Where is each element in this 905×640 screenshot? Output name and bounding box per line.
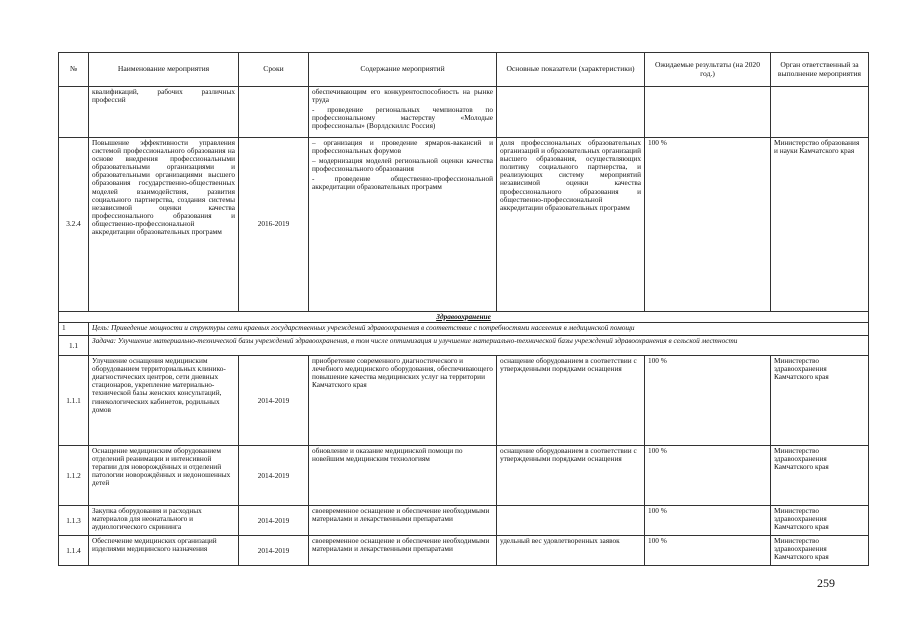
- cell-term: 2014-2019: [239, 536, 309, 566]
- cell-indicators: оснащение оборудованием в соответствии с утвержденными порядками оснащения: [497, 356, 645, 446]
- table-row: [59, 506, 869, 536]
- cell-name: Повышение эффективности управления системой профессионального образования на основе внедрения профессиональными образовательными организациями и образовательными организациями высшего образования государственно-общественных моделей взаимодействия, развития социального партнерства, создания системы независимой оценки качества профессионального образования и общественно-профессиональной аккредитации образовательных программ: [89, 138, 239, 312]
- section-title: Здравоохранение: [59, 312, 869, 323]
- cell-indicators: [497, 506, 645, 536]
- cell-num: 1.1.3: [59, 506, 89, 536]
- header-row: [59, 53, 869, 87]
- table-row: [59, 87, 869, 138]
- table-row: [59, 356, 869, 446]
- cell-name: Закупка оборудования и расходных материалов для неонатального и аудиологического скрининга: [89, 506, 239, 536]
- goal-num: 1: [59, 323, 89, 336]
- cell-indicators: доля профессиональных образовательных организаций и образовательных организаций высшего образования, осуществляющих политику социального партнерства, и реализующих систему мероприятий независимой оценки качества профессионального образования и общественно-профессиональной аккредитации образовательных программ: [497, 138, 645, 312]
- cell-indicators: [497, 87, 645, 138]
- cell-results: [645, 87, 771, 138]
- cell-agency: Министерство здравоохранения Камчатского края: [771, 356, 869, 446]
- header-num: №: [59, 53, 89, 87]
- header-agency: Орган ответственный за выполнение мероприятия: [771, 53, 869, 87]
- cell-agency: Министерство образования и науки Камчатского края: [771, 138, 869, 312]
- cell-results: 100 %: [645, 446, 771, 506]
- cell-name: Улучшение оснащения медицинским оборудованием территориальных клинико-диагностических центров, сети дневных стационаров, укрепление материально-технической базы женских консультаций, гинекологических кабинетов, родильных домов: [89, 356, 239, 446]
- cell-content: приобретение современного диагностического и лечебного медицинского оборудования, обеспечивающего повышение качества медицинских услуг на территории Камчатского края: [309, 356, 497, 446]
- task-row: [59, 336, 869, 356]
- program-table: [58, 52, 869, 566]
- header-name: Наименование мероприятия: [89, 53, 239, 87]
- cell-agency: Министерство здравоохранения Камчатского края: [771, 506, 869, 536]
- cell-indicators: удельный вес удовлетворенных заявок: [497, 536, 645, 566]
- cell-content: [309, 138, 497, 312]
- cell-indicators: оснащение оборудованием в соответствии с утвержденными порядками оснащения: [497, 446, 645, 506]
- cell-name: квалификаций, рабочих различных профессий: [89, 87, 239, 138]
- cell-content: обновление и оказание медицинской помощи по новейшим медицинским технологиям: [309, 446, 497, 506]
- content-line: – модернизация моделей региональной оценки качества профессионального образования: [312, 156, 493, 174]
- cell-num: 1.1.4: [59, 536, 89, 566]
- cell-num: 3.2.4: [59, 138, 89, 312]
- cell-term: [239, 87, 309, 138]
- table-row: [59, 536, 869, 566]
- cell-term: 2016-2019: [239, 138, 309, 312]
- goal-text: Цель: Приведение мощности и структуры сети краевых государственных учреждений здравоохранения в соответствие с потребностями населения в медицинской помощи: [89, 323, 869, 336]
- header-results: Ожидаемые результаты (на 2020 год.): [645, 53, 771, 87]
- cell-term: 2014-2019: [239, 446, 309, 506]
- cell-agency: [771, 87, 869, 138]
- page-number: 259: [817, 576, 835, 590]
- cell-results: 100 %: [645, 138, 771, 312]
- header-term: Сроки: [239, 53, 309, 87]
- cell-results: 100 %: [645, 506, 771, 536]
- header-content: Содержание мероприятий: [309, 53, 497, 87]
- cell-agency: Министерство здравоохранения Камчатского края: [771, 446, 869, 506]
- content-line: обеспечивающим его конкурентоспособность на рынке труда: [312, 87, 493, 105]
- table-row: [59, 446, 869, 506]
- cell-num: 1.1.2: [59, 446, 89, 506]
- cell-term: 2014-2019: [239, 356, 309, 446]
- cell-content: своевременное оснащение и обеспечение необходимыми материалами и лекарственными препаратами: [309, 506, 497, 536]
- cell-content: [309, 87, 497, 138]
- cell-results: 100 %: [645, 536, 771, 566]
- table-row: [59, 138, 869, 312]
- header-indicators: Основные показатели (характеристики): [497, 53, 645, 87]
- cell-agency: Министерство здравоохранения Камчатского края: [771, 536, 869, 566]
- cell-content: своевременное оснащение и обеспечение необходимыми материалами и лекарственными препаратами: [309, 536, 497, 566]
- content-line: - проведение региональных чемпионатов по профессиональному мастерству «Молодые профессионалы» (Ворлдскиллс Россия): [312, 105, 493, 131]
- cell-results: 100 %: [645, 356, 771, 446]
- content-line: – организация и проведение ярмарок-вакансий и профессиональных форумов: [312, 138, 493, 156]
- cell-name: Обеспечение медицинских организаций изделиями медицинского назначения: [89, 536, 239, 566]
- cell-name: Оснащение медицинским оборудованием отделений реанимации и интенсивной терапии для новорождённых и отделений патологии новорождённых и недоношенных детей: [89, 446, 239, 506]
- task-text: Задача: Улучшение материально-технической базы учреждений здравоохранения, в том числе оптимизация и улучшение материально-технической базы учреждений здравоохранения в сельской местности: [89, 336, 869, 356]
- task-num: 1.1: [59, 336, 89, 356]
- cell-num: [59, 87, 89, 138]
- section-row: [59, 312, 869, 323]
- content-line: - проведение общественно-профессиональной аккредитации образовательных программ: [312, 174, 493, 192]
- cell-term: 2014-2019: [239, 506, 309, 536]
- goal-row: [59, 323, 869, 336]
- cell-num: 1.1.1: [59, 356, 89, 446]
